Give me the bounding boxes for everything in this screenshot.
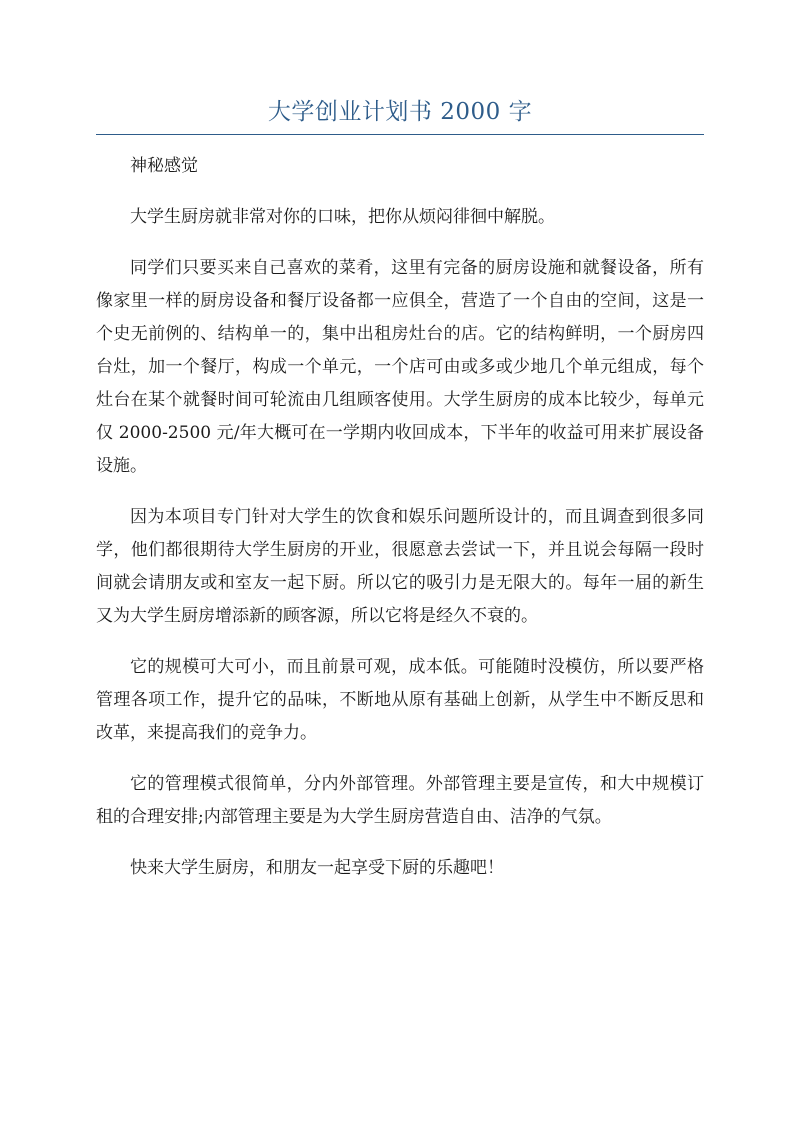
document-title: 大学创业计划书 2000 字	[267, 99, 533, 125]
paragraph: 因为本项目专门针对大学生的饮食和娱乐问题所设计的，而且调查到很多同学，他们都很期待大学生厨房的开业，很愿意去尝试一下，并且说会每隔一段时间就会请朋友或和室友一起下厨。所以它的吸引力是无限大的。每年一届的新生又为大学生厨房增添新的顾客源，所以它将是经久不衰的。	[96, 507, 704, 626]
title-divider	[96, 134, 704, 135]
paragraph-heading: 神秘感觉	[130, 156, 198, 176]
document-body	[96, 150, 704, 903]
paragraph: 它的规模可大可小，而且前景可观，成本低。可能随时没模仿，所以要严格管理各项工作，提升它的品味，不断地从原有基础上创新，从学生中不断反思和改革，来提高我们的竞争力。	[96, 657, 704, 743]
paragraph: 同学们只要买来自己喜欢的菜肴，这里有完备的厨房设施和就餐设备，所有像家里一样的厨房设备和餐厅设备都一应俱全，营造了一个自由的空间，这是一个史无前例的、结构单一的，集中出租房灶台的店。它的结构鲜明，一个厨房四台灶，加一个餐厅，构成一个单元，一个店可由或多或少地几个单元组成，每个灶台在某个就餐时间可轮流由几组顾客使用。大学生厨房的成本比较少，每单元仅 2000-2500 元/年大概可在一学期内收回成本，下半年的收益可用来扩展设备设施。	[96, 258, 704, 476]
paragraph: 大学生厨房就非常对你的口味，把你从烦闷徘徊中解脱。	[130, 207, 555, 227]
paragraph: 它的管理模式很简单，分内外部管理。外部管理主要是宣传，和大中规模订租的合理安排;内部管理主要是为大学生厨房营造自由、洁净的气氛。	[96, 774, 704, 827]
paragraph: 快来大学生厨房，和朋友一起享受下厨的乐趣吧！	[130, 858, 504, 878]
